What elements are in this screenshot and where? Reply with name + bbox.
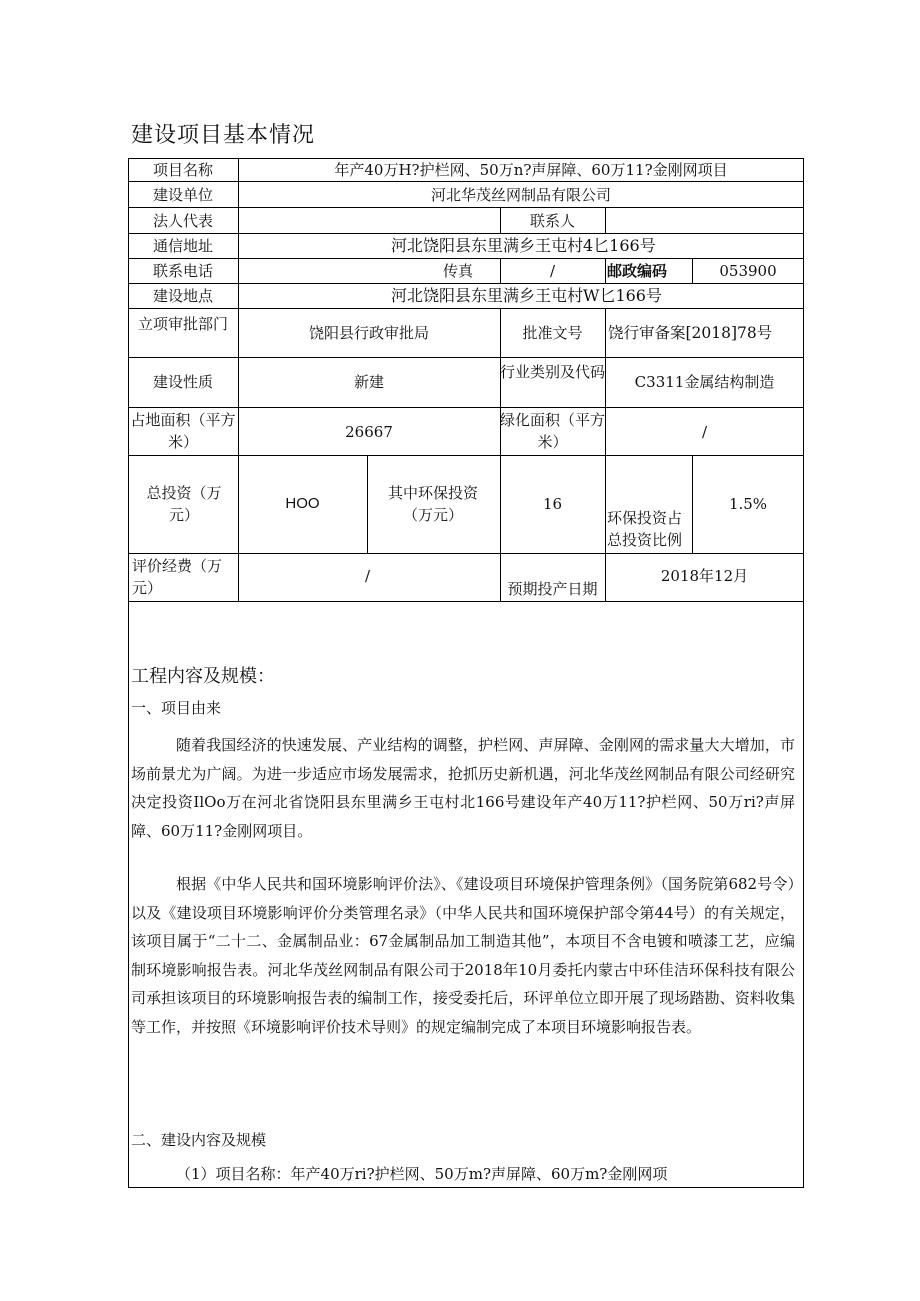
row-divider <box>128 258 804 259</box>
postal-label: 邮政编码 <box>607 262 668 280</box>
invest-value: HOO <box>285 495 320 512</box>
row-divider <box>128 283 804 284</box>
col-divider <box>500 308 501 601</box>
postal-value: 053900 <box>719 262 777 280</box>
approval-no-label: 批准文号 <box>522 324 583 342</box>
unit-value: 河北华茂丝网制品有限公司 <box>430 186 611 204</box>
approval-dept-value: 饶阳县行政审批局 <box>308 324 429 342</box>
site-label: 建设地点 <box>152 287 213 305</box>
row-divider <box>128 357 804 358</box>
industry-label: 行业类别及代码 <box>500 363 605 381</box>
env-invest-value: 16 <box>542 495 563 513</box>
row-divider <box>128 308 804 309</box>
item-project-name: （1）项目名称：年产40万ri?护栏网、50万m?声屏障、60万m?金刚网项 <box>176 1165 668 1183</box>
green-label: 绿化面积（平方米） <box>500 411 605 451</box>
area-label: 占地面积（平方米） <box>130 411 236 451</box>
nature-value: 新建 <box>353 373 384 391</box>
industry-value: C3311金属结构制造 <box>634 373 775 391</box>
row-divider <box>128 553 804 554</box>
paragraph-regulation: 根据《中华人民共和国环境影响评价法》、《建设项目环境保护管理条例》（国务院第682号令）以及《建设项目环境影响评价分类管理名录》（中华人民共和国环境保护部令第44号）的有关规定，该项目属于“二十二、金属制品业：67金属制品加工制造其他”，本项目不含电镀和喷漆工艺，应编制环境影响报告表。河北华茂丝网制品有限公司于2018年10月委托内蒙古中环佳洁环保科技有限公司承担该项目的环境影响报告表的编制工作，接受委托后，环评单位立即开展了现场踏勘、资料收集等工作，并按照《环境影响评价技术导则》的规定编制完成了本项目环境影响报告表。 <box>131 875 795 1036</box>
address-value: 河北饶阳县东里满乡王屯村4匕166号 <box>391 236 656 255</box>
fax-value: / <box>549 262 556 280</box>
legal-rep-label: 法人代表 <box>152 212 213 230</box>
page-title: 建设项目基本情况 <box>131 123 316 148</box>
address-label: 通信地址 <box>152 237 213 255</box>
row-divider <box>128 407 804 408</box>
row-divider <box>128 207 804 208</box>
green-value: / <box>701 423 708 441</box>
nature-label: 建设性质 <box>152 373 213 391</box>
area-value: 26667 <box>345 423 393 441</box>
prod-date-value: 2018年12月 <box>660 567 749 585</box>
eval-fee-label: 评价经费（万元） <box>132 557 223 597</box>
approval-dept-label: 立项审批部门 <box>137 315 228 333</box>
row-divider <box>128 601 804 602</box>
ratio-value: 1.5% <box>728 495 768 513</box>
contact-label: 联系人 <box>529 212 575 230</box>
unit-label: 建设单位 <box>152 186 213 204</box>
row-divider <box>128 233 804 234</box>
invest-label: 总投资（万元） <box>146 484 222 524</box>
col-divider <box>605 308 606 601</box>
prod-date-label: 预期投产日期 <box>507 580 598 598</box>
phone-label: 联系电话 <box>152 262 213 280</box>
row-divider <box>128 455 804 456</box>
col-divider <box>605 258 606 283</box>
col-divider <box>367 455 368 553</box>
project-name-label: 项目名称 <box>152 161 213 179</box>
ratio-label: 环保投资占总投资比例 <box>607 509 683 549</box>
paragraph-origin: 随着我国经济的快速发展、产业结构的调整，护栏网、声屏障、金刚网的需求量大大增加，市场前景尤为广阔。为进一步适应市场发展需求，抢抓历史新机遇，河北华茂丝网制品有限公司经研究决定投资IlOo万在河北省饶阳县东里满乡王屯村北166号建设年产40万11?护栏网、50万ri?声屏障、60万11?金刚网项目。 <box>131 736 795 840</box>
env-invest-label: 其中环保投资（万元） <box>387 484 478 524</box>
project-name-value: 年产40万H?护栏网、50万n?声屏障、60万11?金刚网项目 <box>334 161 728 179</box>
col-divider <box>605 207 606 233</box>
eval-fee-value: / <box>365 567 371 585</box>
site-value: 河北饶阳县东里满乡王屯村W匕166号 <box>391 286 662 305</box>
heading-project-origin: 一、项目由来 <box>131 699 222 717</box>
approval-no-value: 饶行审备案[2018]78号 <box>608 324 773 342</box>
section-title: 工程内容及规模： <box>131 666 275 687</box>
heading-scope: 二、建设内容及规模 <box>131 1131 267 1149</box>
fax-label: 传真 <box>443 262 474 280</box>
row-divider <box>128 181 804 182</box>
